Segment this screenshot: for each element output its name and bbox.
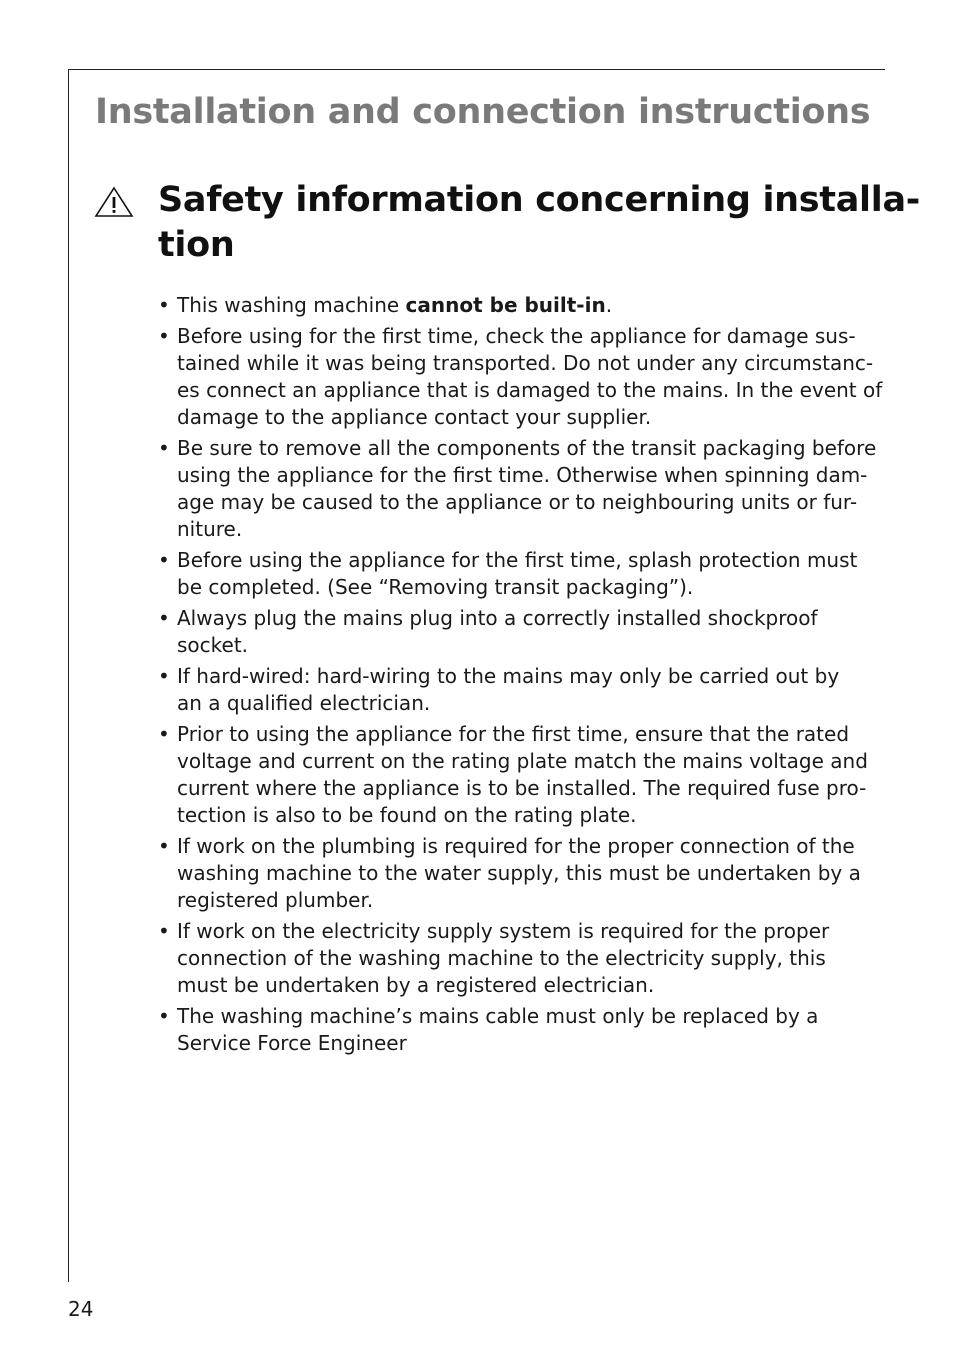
- bullet-line: age may be caused to the appliance or to neighbouring units or fur-: [177, 490, 858, 514]
- bullet-line: tection is also to be found on the rating plate.: [177, 803, 637, 827]
- bullet-line: • This washing machine cannot be built-in.: [177, 293, 613, 317]
- safety-bullet-list: [157, 292, 883, 1061]
- bullet-line: Service Force Engineer: [177, 1031, 407, 1055]
- bullet-line: voltage and current on the rating plate match the mains voltage and: [177, 749, 868, 773]
- bullet-line: be completed. (See “Removing transit packaging”).: [177, 575, 694, 599]
- bullet-line: an a qualified electrician.: [177, 691, 431, 715]
- bullet-line: • If work on the plumbing is required for the proper connection of the: [177, 834, 855, 858]
- bullet-item: [157, 1003, 867, 1057]
- page-frame-left-rule: [68, 69, 69, 1282]
- bullet-line: connection of the washing machine to the electricity supply, this: [177, 946, 826, 970]
- page-frame-top-rule: [68, 69, 885, 70]
- bullet-line: niture.: [177, 517, 243, 541]
- chapter-title: Installation and connection instructions: [95, 92, 871, 132]
- bullet-item: [157, 292, 867, 319]
- bullet-line: • Prior to using the appliance for the first time, ensure that the rated: [177, 722, 850, 746]
- bullet-line: using the appliance for the first time. Otherwise when spinning dam-: [177, 463, 868, 487]
- bullet-item: [157, 833, 867, 914]
- bullet-item: [157, 605, 867, 659]
- bullet-item: [157, 435, 877, 543]
- section-title-line-1: Safety information concerning installa-: [158, 180, 920, 220]
- bullet-item: [157, 323, 883, 431]
- bullet-line: • If hard-wired: hard-wiring to the mains may only be carried out by: [177, 664, 840, 688]
- bullet-line: • Before using for the first time, check the appliance for damage sus-: [177, 324, 856, 348]
- bullet-line: es connect an appliance that is damaged to the mains. In the event of: [177, 378, 883, 402]
- warning-triangle-icon: [94, 186, 134, 218]
- bullet-line: tained while it was being transported. Do not under any circumstanc-: [177, 351, 874, 375]
- bullet-line: registered plumber.: [177, 888, 374, 912]
- bullet-line: must be undertaken by a registered electrician.: [177, 973, 655, 997]
- bullet-line: • Be sure to remove all the components of the transit packaging before: [177, 436, 877, 460]
- page-number: 24: [68, 1297, 94, 1321]
- bullet-line: washing machine to the water supply, this must be undertaken by a: [177, 861, 861, 885]
- bullet-item: [157, 721, 867, 829]
- bullet-line: • The washing machine’s mains cable must only be replaced by a: [177, 1004, 819, 1028]
- bullet-line: • If work on the electricity supply system is required for the proper: [177, 919, 830, 943]
- bullet-line: socket.: [177, 633, 249, 657]
- bullet-line: • Before using the appliance for the first time, splash protection must: [177, 548, 858, 572]
- bullet-line: damage to the appliance contact your supplier.: [177, 405, 652, 429]
- bullet-line: current where the appliance is to be installed. The required fuse pro-: [177, 776, 867, 800]
- bullet-item: [157, 663, 867, 717]
- section-title-line-2: tion: [158, 225, 235, 265]
- section-title: [158, 178, 920, 268]
- bold-emphasis: cannot be built-in: [405, 293, 606, 317]
- bullet-item: [157, 547, 867, 601]
- bullet-line: • Always plug the mains plug into a correctly installed shockproof: [177, 606, 818, 630]
- bullet-item: [157, 918, 867, 999]
